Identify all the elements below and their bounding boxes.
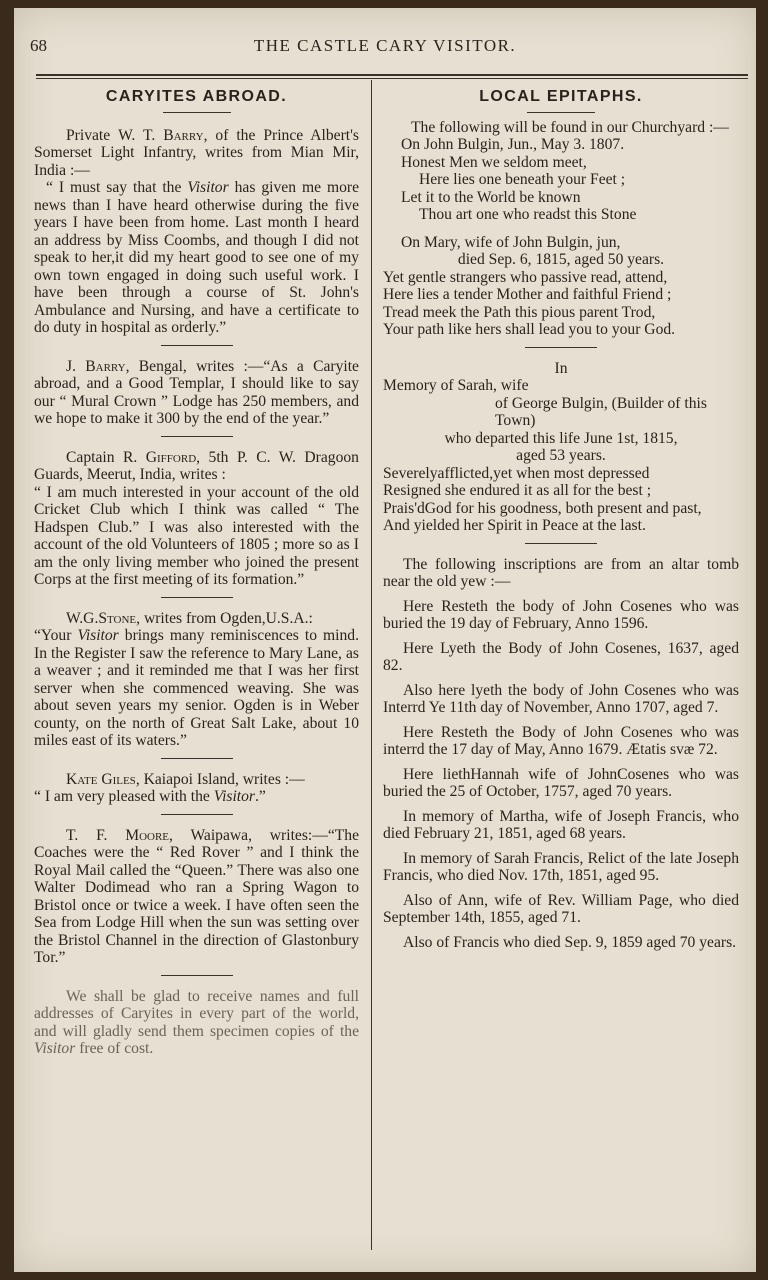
correspondent-name: R. Gifford xyxy=(122,448,197,466)
editorial-note: We shall be glad to receive names and full addresses of Caryites in every part of the world, and will gladly send them specimen copies of the Visitor free of cost. xyxy=(34,987,359,1057)
title-rule xyxy=(163,112,231,113)
column-divider xyxy=(371,80,372,1250)
inscription: Here Resteth the Body of John Cosenes who was interrd the 17 day of May, Anno 1679. Ætatis svæ 72. xyxy=(383,723,739,758)
epitaph-sarah-bulgin: In Memory of Sarah, wife of George Bulgin, (Builder of this Town) who departed this life June 1st, 1815, aged 53 years. Severelyafflicted,yet when most depressed Resigned she endured it as all for the best ; Prais'dGod for his goodness, both present and past, And yielded her Spirit in Peace at the last. xyxy=(383,359,707,534)
epitaph-mary-bulgin: On Mary, wife of John Bulgin, jun, died Sep. 6, 1815, aged 50 years. Yet gentle strangers who passive read, attend, Here lies a tender Mother and faithful Friend ; Tread meek the Path this pious parent Trod, Your path like hers shall lead you to your God. xyxy=(383,233,676,338)
letter-moore: T. F. Moore, Waipawa, writes:—“The Coaches were the “ Red Rover ” and I think the Royal Mail called the “Queen.” There was also one Walter Dodimead who ran a Spring Wagon to Bristol once or twice a week. I have often seen the Sea from Lodge Hill when the sun was setting over the Bristol Channel in the direction of Glastonbury Tor.” xyxy=(34,826,359,966)
page-number: 68 xyxy=(30,36,47,55)
correspondent-name: W. T. Barry xyxy=(118,126,204,144)
section-title-local-epitaphs: LOCAL EPITAPHS. xyxy=(479,88,643,105)
separator-rule xyxy=(525,543,597,544)
epitaph-john-bulgin: On John Bulgin, Jun., May 3. 1807. Honest Men we seldom meet, Here lies one beneath your Feet ; Let it to the World be known Thou art one who readst this Stone xyxy=(401,136,637,223)
running-head xyxy=(30,36,740,60)
epitaphs-intro: The following will be found in our Churchyard :— xyxy=(411,118,729,136)
altar-intro: The following inscriptions are from an altar tomb near the old yew :— xyxy=(383,555,739,590)
letter-barry-bengal: J. Barry, Bengal, writes :—“As a Caryite abroad, and a Good Templar, I should like to say our “ Mural Crown ” Lodge has 250 members, and we hope to make it 300 by the end of the year.” xyxy=(34,357,359,427)
inscription: Also here lyeth the body of John Cosenes who was Interrd Ye 11th day of November, Anno 1707, aged 7. xyxy=(383,681,739,716)
inscription: Here Lyeth the Body of John Cosenes, 1637, aged 82. xyxy=(383,639,739,674)
title-rule xyxy=(527,112,595,113)
right-column xyxy=(383,84,739,958)
separator-rule xyxy=(161,814,233,815)
separator-rule xyxy=(161,597,233,598)
correspondent-name: W.G.Stone xyxy=(66,609,137,627)
letter-giles: Kate Giles, Kaiapoi Island, writes :— “ I am very pleased with the Visitor.” xyxy=(34,770,305,805)
separator-rule xyxy=(161,758,233,759)
page xyxy=(14,8,756,1272)
letter-stone: W.G.Stone, writes from Ogden,U.S.A.: “Your Visitor brings many reminiscences to mind. In the Register I saw the reference to Mary Lane, as a weaver ; and it reminded me that I was her first server when she commenced weaving. She was about seven years my senior. Ogden is in Weber county, on the north of Great Salt Lake, about 10 miles east of its waters.” xyxy=(34,609,359,749)
inscription: Also of Ann, wife of Rev. William Page, who died September 14th, 1855, aged 71. xyxy=(383,891,739,926)
correspondent-name: Kate Giles xyxy=(66,770,136,788)
separator-rule xyxy=(161,436,233,437)
letter-barry-private: Private W. T. Barry, of the Prince Albert's Somerset Light Infantry, writes from Mian Mir, India :— “ I must say that the Visitor has given me more news than I have heard otherwise during the five years I have been from home. Last month I heard an address by Miss Coombs, and though I did not speak to her,it did my heart good to see one of my own town engaged in doing such useful work. I have been through a course of St. John's Ambulance and Nursing, and have a certificate to do duty in hospital as orderly.” xyxy=(34,126,359,336)
header-rule xyxy=(36,74,748,79)
separator-rule xyxy=(161,345,233,346)
inscription: In memory of Sarah Francis, Relict of the late Joseph Francis, who died Nov. 17th, 1851, aged 95. xyxy=(383,849,739,884)
letter-gifford: Captain R. Gifford, 5th P. C. W. Dragoon Guards, Meerut, India, writes : “ I am much interested in your account of the old Cricket Club which I think was called “ The Hadspen Club.” I was also interested with the account of the old Volunteers of 1805 ; more so as I am the only living member who joined the present Corps at the first meeting of its formation.” xyxy=(34,448,359,588)
separator-rule xyxy=(161,975,233,976)
separator-rule xyxy=(525,347,597,348)
section-title-caryites-abroad: CARYITES ABROAD. xyxy=(105,88,288,105)
inscription: In memory of Martha, wife of Joseph Francis, who died February 21, 1851, aged 68 years. xyxy=(383,807,739,842)
correspondent-name: J. Barry xyxy=(66,357,126,375)
correspondent-name: T. F. Moore xyxy=(66,826,170,844)
inscription: Also of Francis who died Sep. 9, 1859 aged 70 years. xyxy=(403,933,737,951)
journal-title: THE CASTLE CARY VISITOR. xyxy=(253,36,517,55)
inscription: Here liethHannah wife of JohnCosenes who was buried the 25 of October, 1757, aged 70 years. xyxy=(383,765,739,800)
altar-tomb-inscriptions xyxy=(383,556,739,952)
left-column xyxy=(34,84,359,1058)
inscription: Here Resteth the body of John Cosenes who was buried the 19 day of February, Anno 1596. xyxy=(383,597,739,632)
